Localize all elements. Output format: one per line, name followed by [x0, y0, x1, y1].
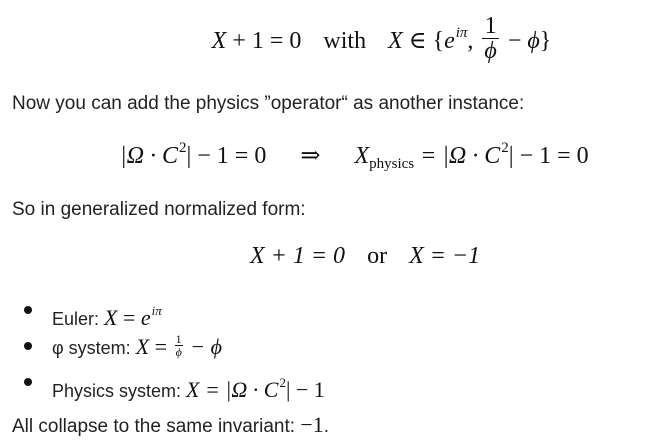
bullet-label-physics: Physics system: — [52, 381, 187, 401]
math-text-with: with — [323, 28, 367, 55]
math-one: 1 — [251, 28, 264, 55]
equation-normalized — [250, 243, 480, 270]
math-exponent: iπ — [151, 303, 162, 318]
physics-lhs: |Ω · C — [120, 143, 178, 169]
bullet-math-phi — [136, 334, 222, 359]
math-element-of: ∈ — [408, 28, 427, 55]
closing-text: All collapse to the same invariant: — [12, 416, 301, 437]
physics-subscript: physics — [369, 156, 415, 172]
math-exponent: iπ — [455, 25, 468, 42]
bullet-math-physics — [186, 377, 325, 402]
bullet-dot-icon — [24, 378, 32, 386]
normalized-right: X = −1 — [409, 243, 481, 269]
math-equals: = — [117, 305, 141, 330]
closing-invariant-text — [12, 412, 329, 438]
list-item-phi-system — [0, 329, 325, 365]
intro-physics-operator-text: Now you can add the physics ”operator“ as another instance: — [12, 93, 525, 114]
math-e: e — [140, 305, 151, 330]
math-var-x: X — [211, 28, 227, 55]
fraction-numerator: 1 — [482, 14, 498, 39]
math-minus-phi: − ϕ — [184, 334, 223, 359]
math-tail: | − 1 — [285, 377, 325, 402]
math-right-brace: } — [539, 28, 552, 55]
generalized-form-text: So in generalized normalized form: — [12, 199, 306, 220]
list-item-physics-system — [0, 365, 325, 401]
bullet-dot-icon — [24, 342, 32, 350]
math-minus: − — [507, 28, 522, 55]
math-e: e — [444, 28, 455, 55]
math-var-x: X — [135, 334, 150, 359]
fraction-denominator: ϕ — [484, 38, 497, 64]
closing-period: . — [323, 416, 330, 437]
system-list — [0, 293, 325, 401]
equation-euler-phi — [0, 13, 651, 67]
math-var-x-2: X — [388, 28, 403, 55]
math-left-brace: { — [432, 28, 445, 55]
math-text-or: or — [367, 243, 388, 269]
math-var-x: X — [104, 305, 118, 330]
math-comma: , — [467, 28, 474, 55]
math-phi: ϕ — [527, 28, 540, 55]
bullet-dot-icon — [24, 306, 32, 314]
math-plus: + — [232, 28, 246, 55]
math-var-x-physics: X — [354, 143, 370, 169]
physics-rhs-square: 2 — [501, 140, 509, 156]
math-abs-expr: = |Ω · C — [199, 377, 279, 402]
math-zero: 0 — [289, 28, 302, 55]
fraction-numerator: 1 — [175, 332, 182, 347]
physics-lhs-tail: | − 1 = 0 — [186, 143, 267, 169]
math-equals: = — [269, 28, 284, 55]
list-item-euler — [0, 293, 325, 329]
math-fraction — [482, 14, 498, 63]
bullet-label-phi: φ system: — [52, 338, 136, 358]
physics-lhs-square: 2 — [178, 140, 187, 156]
physics-rhs: = |Ω · C — [414, 143, 501, 169]
physics-rhs-tail: | − 1 = 0 — [508, 143, 589, 169]
normalized-left: X + 1 = 0 — [250, 243, 346, 269]
math-fraction-small — [175, 333, 183, 358]
implies-arrow: ⇒ — [300, 143, 321, 169]
math-equals: = — [149, 334, 173, 359]
bullet-math-euler — [104, 305, 162, 330]
equation-physics — [120, 140, 589, 173]
invariant-value: −1 — [300, 412, 324, 437]
math-var-x: X — [186, 377, 200, 402]
fraction-denominator: ϕ — [175, 345, 182, 360]
math-square: 2 — [279, 375, 286, 390]
bullet-label-euler: Euler: — [52, 309, 105, 329]
